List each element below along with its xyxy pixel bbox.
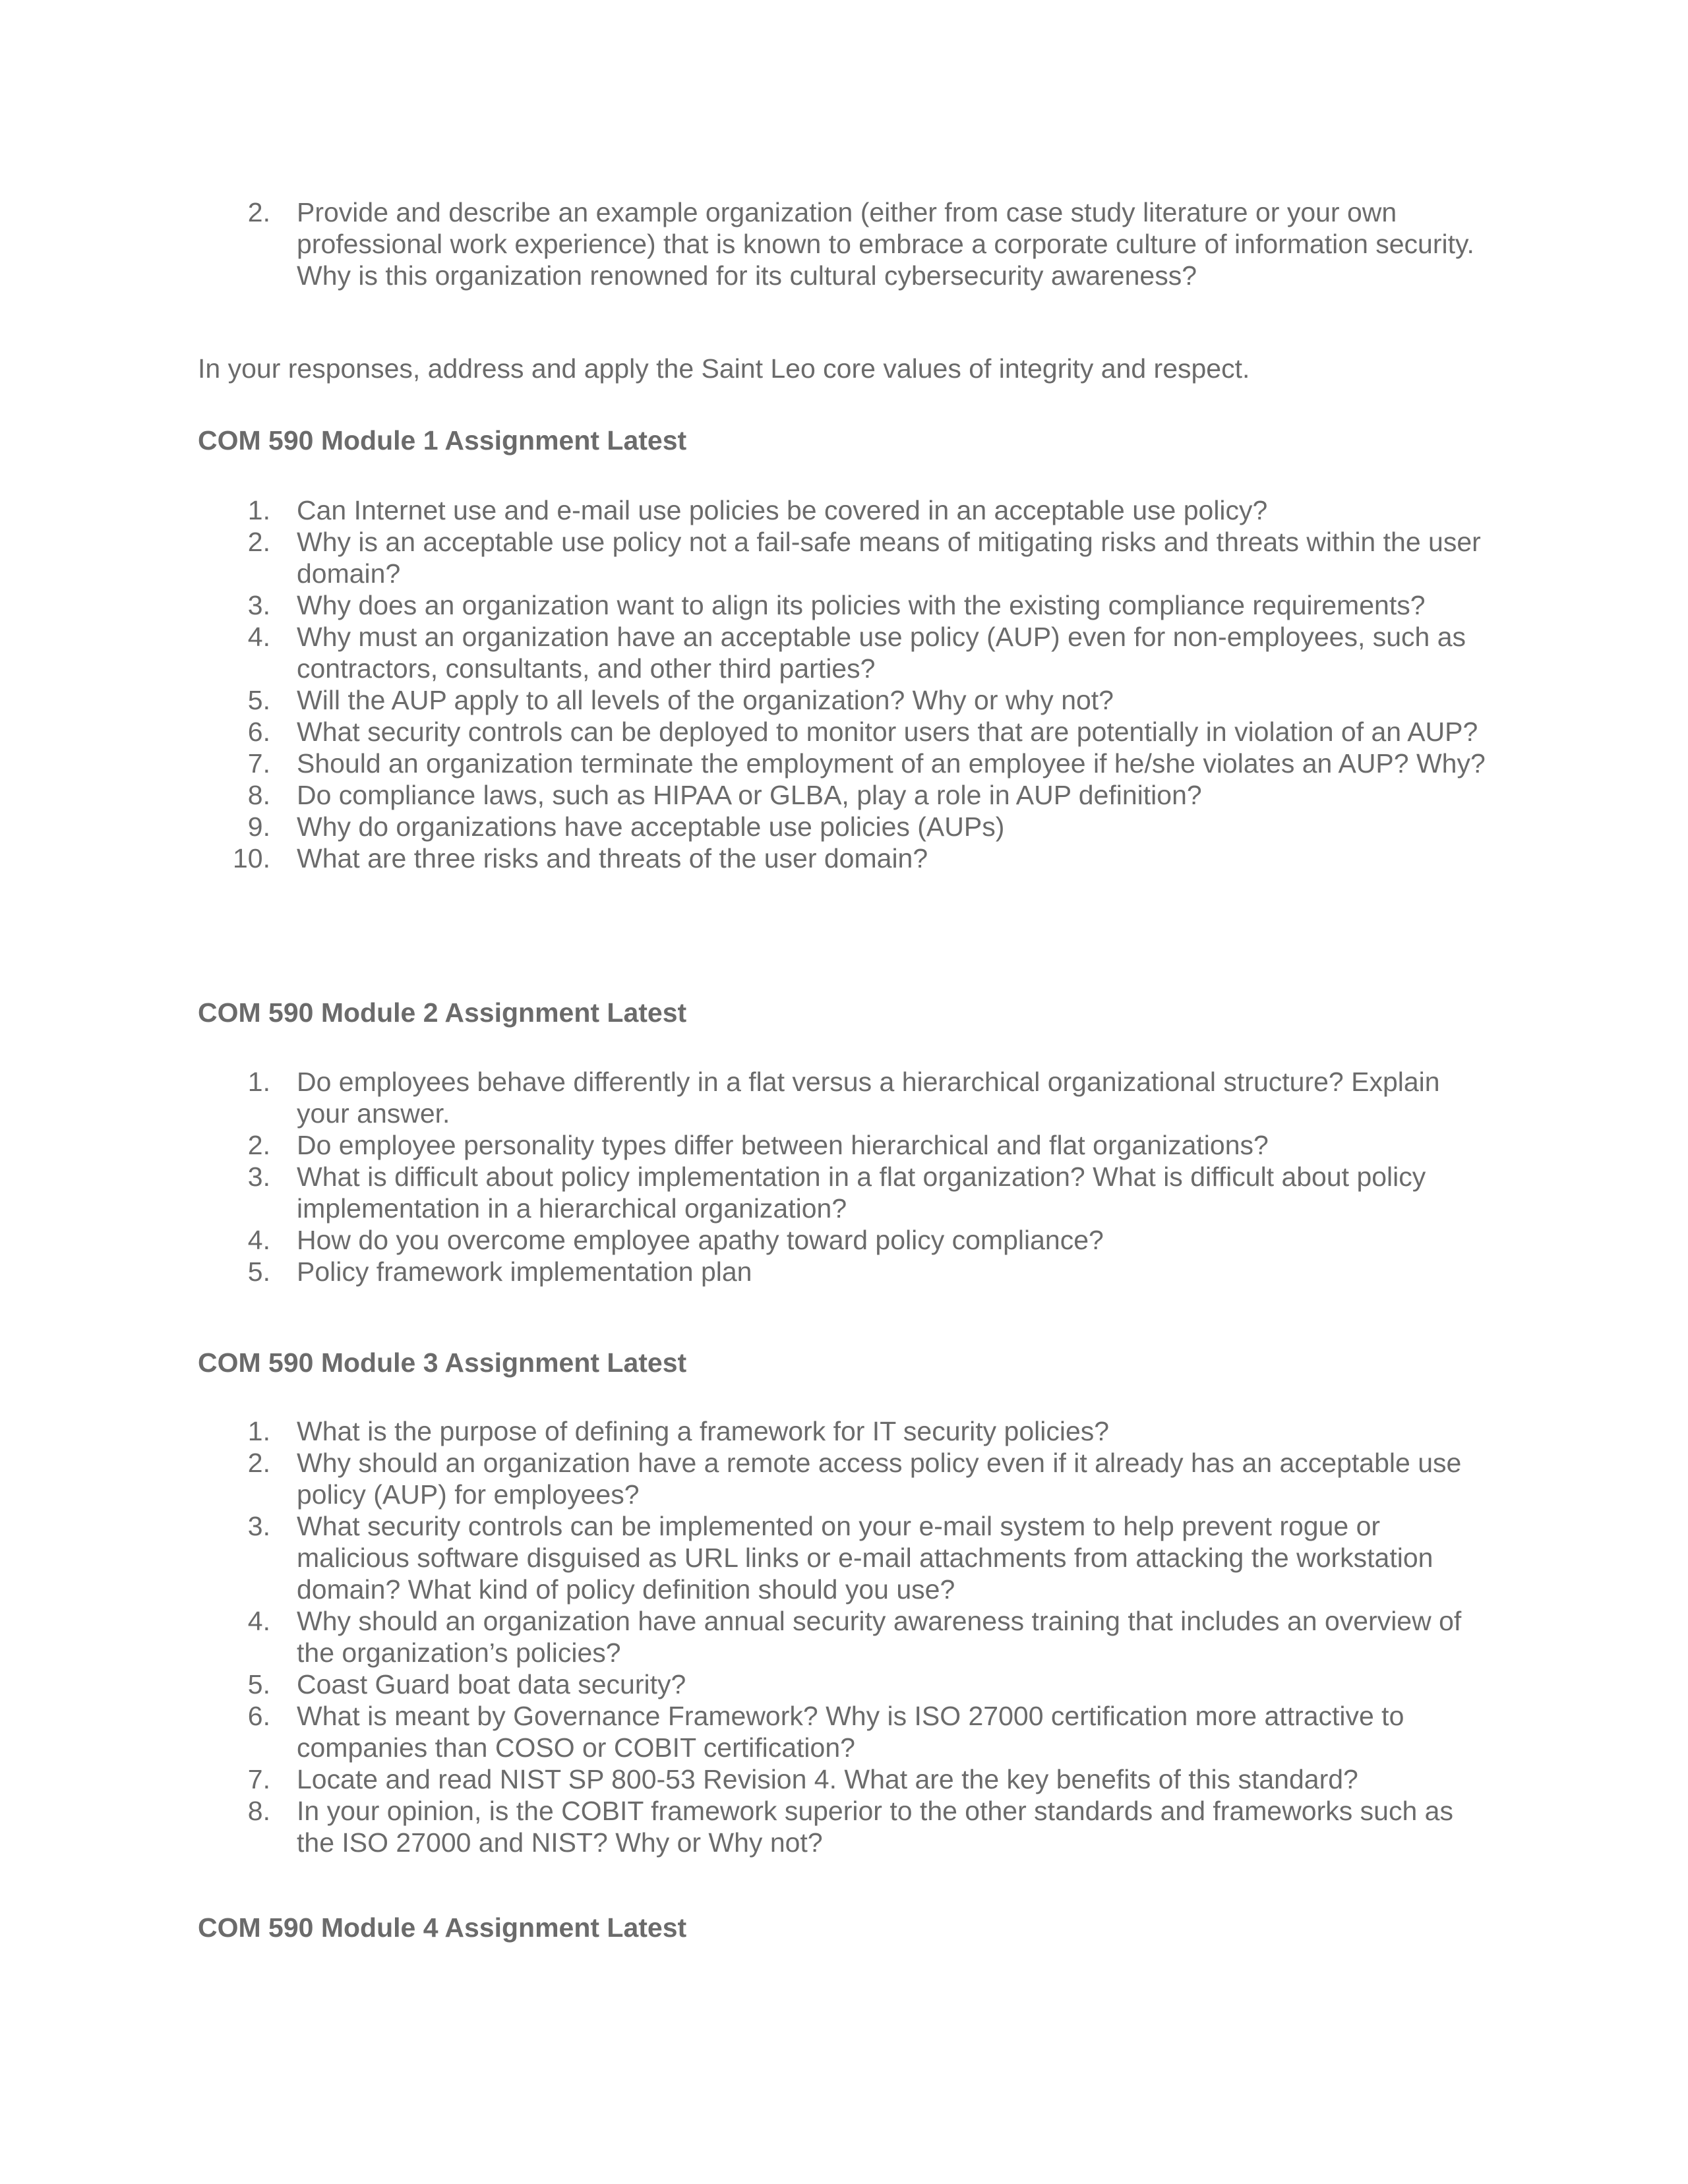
list-item-text: Why is an acceptable use policy not a fail-safe means of mitigating risks and threats within the user domain? [297,527,1481,589]
list-item-number: 3. [247,1162,270,1192]
list-item-text: In your opinion, is the COBIT framework superior to the other standards and frameworks such as the ISO 27000 and NIST? Why or Why not? [297,1796,1453,1858]
list-item-number: 7. [247,1764,270,1794]
list-item-text: What is the purpose of defining a framework for IT security policies? [297,1416,1110,1446]
module2-list [198,1066,1490,1287]
list-item [198,1066,1490,1129]
list-item [198,1795,1490,1858]
module3-heading: COM 590 Module 3 Assignment Latest [198,1347,687,1378]
list-item [198,779,1490,811]
list-item-text: Why should an organization have annual security awareness training that includes an overview of the organization’s policies? [297,1606,1462,1668]
list-item [198,1256,1490,1287]
intro-list [198,196,1490,291]
list-item [198,1415,1490,1447]
list-item-number: 6. [247,1701,270,1731]
list-item [198,1129,1490,1161]
list-item [198,1700,1490,1763]
list-item [198,811,1490,842]
module2-heading: COM 590 Module 2 Assignment Latest [198,997,687,1028]
list-item-number: 2. [247,1130,270,1160]
list-item [198,748,1490,779]
list-item [198,1447,1490,1510]
list-item-text: Locate and read NIST SP 800-53 Revision 4. What are the key benefits of this standard? [297,1764,1358,1794]
module1-list [198,494,1490,874]
list-item-text: Why should an organization have a remote access policy even if it already has an acceptable use policy (AUP) for employees? [297,1448,1462,1510]
list-item-number: 5. [247,1256,270,1287]
list-item [198,526,1490,589]
list-item-text: Why must an organization have an acceptable use policy (AUP) even for non-employees, such as contractors, consultants, and other third parties? [297,622,1466,684]
list-item [198,684,1490,716]
list-item-text: Do compliance laws, such as HIPAA or GLBA, play a role in AUP definition? [297,780,1202,810]
list-item-number: 2. [247,197,270,227]
list-item [198,1510,1490,1605]
list-item-text: Policy framework implementation plan [297,1256,752,1287]
list-item-text: Do employees behave differently in a flat versus a hierarchical organizational structure? Explain your answer. [297,1067,1440,1129]
list-item-number: 5. [247,685,270,715]
module3-list [198,1415,1490,1858]
list-item-text: What security controls can be implemented on your e-mail system to help prevent rogue or malicious software disguised as URL links or e-mail attachments from attacking the workstation domain? What kind of policy definition should you use? [297,1511,1433,1605]
list-item [198,716,1490,748]
list-item [198,494,1490,526]
list-item [198,589,1490,621]
list-item-text: Should an organization terminate the employment of an employee if he/she violates an AUP? Why? [297,748,1486,779]
list-item-text: Can Internet use and e-mail use policies be covered in an acceptable use policy? [297,495,1268,525]
list-item-number: 5. [247,1669,270,1699]
list-item-number: 4. [247,1225,270,1255]
list-item-number: 1. [247,1067,270,1097]
list-item-text: Will the AUP apply to all levels of the organization? Why or why not? [297,685,1114,715]
list-item-text: Coast Guard boat data security? [297,1669,686,1699]
list-item-text: What is difficult about policy implementation in a flat organization? What is difficult about policy implementation in a hierarchical organization? [297,1162,1426,1224]
list-item-text: What security controls can be deployed to monitor users that are potentially in violation of an AUP? [297,717,1478,747]
list-item-number: 10. [233,843,270,873]
list-item [198,842,1490,874]
list-item [198,1224,1490,1256]
module1-heading: COM 590 Module 1 Assignment Latest [198,425,687,456]
list-item-number: 2. [247,1448,270,1478]
list-item-number: 4. [247,622,270,652]
list-item-text: Why does an organization want to align its policies with the existing compliance requirements? [297,590,1426,620]
list-item-number: 4. [247,1606,270,1636]
list-item-number: 1. [247,1416,270,1446]
list-item [198,621,1490,684]
list-item-number: 7. [247,748,270,779]
list-item [198,1763,1490,1795]
list-item-number: 3. [247,590,270,620]
list-item-text: Why do organizations have acceptable use policies (AUPs) [297,812,1005,842]
module4-heading: COM 590 Module 4 Assignment Latest [198,1912,687,1943]
list-item [198,1161,1490,1224]
list-item-text: Provide and describe an example organization (either from case study literature or your own professional work experience) that is known to embrace a corporate culture of information security. Why is this organization renowned for its cultural cybersecurity awareness? [297,197,1474,291]
list-item-text: What are three risks and threats of the user domain? [297,843,928,873]
list-item-number: 9. [247,812,270,842]
list-item-text: What is meant by Governance Framework? Why is ISO 27000 certification more attractive to companies than COSO or COBIT certification? [297,1701,1404,1763]
list-item-text: How do you overcome employee apathy toward policy compliance? [297,1225,1104,1255]
list-item [198,196,1490,291]
core-values-note: In your responses, address and apply the Saint Leo core values of integrity and respect. [198,353,1250,384]
list-item [198,1668,1490,1700]
list-item-number: 8. [247,1796,270,1826]
list-item [198,1605,1490,1668]
list-item-number: 6. [247,717,270,747]
list-item-number: 2. [247,527,270,557]
list-item-number: 1. [247,495,270,525]
list-item-number: 8. [247,780,270,810]
list-item-number: 3. [247,1511,270,1541]
list-item-text: Do employee personality types differ between hierarchical and flat organizations? [297,1130,1269,1160]
